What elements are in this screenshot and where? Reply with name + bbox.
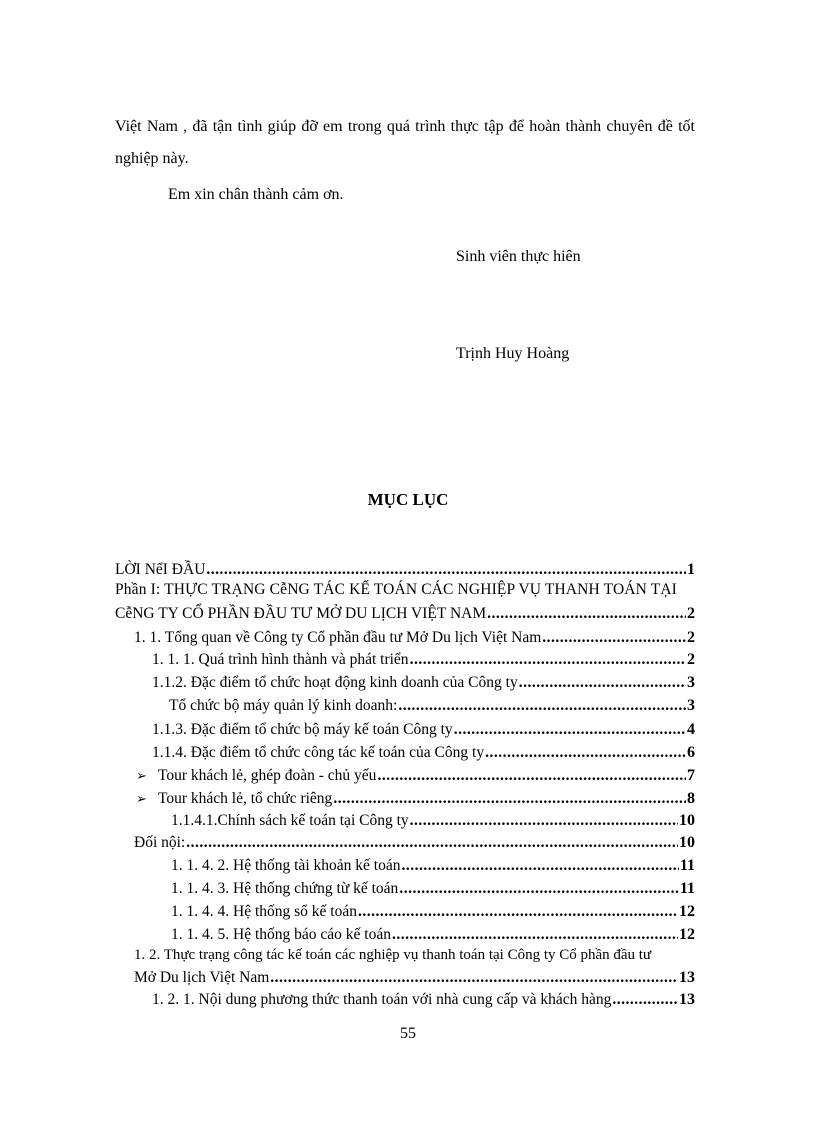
toc-entry-label: 1. 1. 4. 3. Hệ thống chứng từ kế toán [171, 880, 399, 897]
toc-entry [115, 602, 695, 624]
toc-leader-dots [485, 743, 686, 763]
toc-entry-page: 10 [679, 834, 695, 851]
toc-entry [152, 988, 695, 1010]
toc-leader-dots [454, 720, 686, 740]
signature-name: Trịnh Huy Hoàng [456, 345, 570, 362]
toc-entry-label: 1. 1. 4. 4. Hệ thống sổ kế toán [171, 903, 357, 920]
toc-entry-label: Mở Du lịch Việt Nam [134, 969, 270, 986]
toc-entry [171, 854, 695, 876]
toc-entry-label: LỜI NểI ĐẦU [115, 561, 206, 578]
toc-entry-page: 8 [687, 790, 695, 807]
toc-entry-page: 4 [687, 721, 695, 738]
toc-entry-label: 1.1.4.1.Chính sách kế toán tại Công ty [171, 812, 409, 829]
toc-entry-label: Tổ chức bộ máy quản lý kinh doanh: [169, 697, 398, 714]
toc-leader-dots [377, 766, 686, 786]
toc-leader-dots [410, 650, 686, 670]
toc-entry-page: 2 [687, 605, 695, 622]
toc-entry-page: 1 [687, 561, 695, 578]
arrow-bullet-icon: ➢ [136, 791, 147, 806]
toc-entry-page: 13 [679, 991, 695, 1008]
thanks-line: Em xin chân thành cảm ơn. [168, 186, 344, 203]
toc-entry [169, 694, 695, 716]
toc-leader-dots [519, 673, 686, 693]
toc-entry-page: 10 [679, 812, 695, 829]
toc-entry-page: 12 [679, 926, 695, 943]
toc-entry [152, 718, 695, 740]
body-paragraph: Việt Nam , đã tận tình giúp đỡ em trong quá trình thực tập để hoàn thành chuyên đề tốt nghiệp này. [115, 118, 695, 167]
toc-entry-page: 6 [687, 744, 695, 761]
toc-entry-page: 3 [687, 697, 695, 714]
toc-leader-dots [487, 604, 686, 624]
toc-entry-page: 2 [687, 651, 695, 668]
toc-entry-page: 3 [687, 674, 695, 691]
toc-entry-label: 1. 2. 1. Nội dung phương thức thanh toán với nhà cung cấp và khách hàng [152, 991, 612, 1008]
toc-entry [115, 558, 695, 580]
toc-entry [134, 966, 695, 988]
toc-entry-label: 1. 1. 4. 2. Hệ thống tài khoản kế toán [171, 857, 401, 874]
toc-entry-page: 13 [679, 969, 695, 986]
toc-entry-label: 1.1.4. Đặc điểm tổ chức công tác kế toán của Công ty [152, 744, 485, 761]
toc-leader-dots [392, 925, 678, 945]
toc-entry-page: 11 [679, 880, 695, 897]
toc-entry [136, 787, 695, 809]
signature-role: Sinh viên thực hiên [456, 248, 581, 265]
toc-leader-dots [270, 968, 678, 988]
toc-entry-label: Đối nội: [134, 834, 186, 851]
toc-entry [134, 831, 695, 853]
toc-entry-label: 1. 1. 4. 5. Hệ thống báo cáo kế toán [171, 926, 391, 943]
toc-entry [171, 877, 695, 899]
toc-entry-label: 1. 2. Thực trạng công tác kế toán các nghiệp vụ thanh toán tại Công ty Cổ phần đầu tư [134, 947, 652, 963]
toc-entry-label: Tour khách lẻ, tổ chức riêng [158, 790, 333, 807]
toc-entry [171, 900, 695, 922]
toc-leader-dots [186, 833, 678, 853]
toc-entry [171, 809, 695, 831]
toc-entry-page: 7 [687, 767, 695, 784]
toc-entry-page: 12 [679, 903, 695, 920]
toc-title: MỤC LỤC [367, 490, 449, 509]
toc-leader-dots [542, 628, 686, 648]
toc-entry-label: CễNG TY CỔ PHẦN ĐẦU TƯ MỞ DU LỊCH VIỆT NAM [115, 605, 487, 622]
toc-leader-dots [399, 879, 679, 899]
toc-leader-dots [398, 696, 686, 716]
toc-entry [134, 626, 695, 648]
toc-entry-page: 11 [679, 857, 695, 874]
page-number: 55 [400, 1025, 416, 1042]
toc-leader-dots [612, 990, 678, 1010]
toc-entry [152, 741, 695, 763]
toc-entry [136, 764, 695, 786]
arrow-bullet-icon: ➢ [136, 768, 147, 783]
toc-leader-dots [401, 856, 678, 876]
toc-leader-dots [358, 902, 678, 922]
toc-entry-label: 1.1.2. Đặc điểm tổ chức hoạt động kinh doanh của Công ty [152, 674, 518, 691]
toc-entry [171, 923, 695, 945]
toc-entry-label: Phần I: THỰC TRẠNG CễNG TÁC KẾ TOÁN CÁC NGHIỆP VỤ THANH TOÁN TẠI [115, 581, 677, 598]
toc-entry-label: 1.1.3. Đặc điểm tổ chức bộ máy kế toán Công ty [152, 721, 453, 738]
toc-entry-page: 2 [687, 629, 695, 646]
toc-entry [152, 671, 695, 693]
toc-entry-label: 1. 1. 1. Quá trình hình thành và phát triển [152, 651, 409, 668]
toc-leader-dots [206, 560, 686, 580]
toc-entry-label: Tour khách lẻ, ghép đoàn - chủ yếu [158, 767, 377, 784]
toc-entry [152, 648, 695, 670]
toc-entry-label: 1. 1. Tổng quan về Công ty Cổ phần đầu tư Mở Du lịch Việt Nam [134, 629, 542, 646]
toc-leader-dots [410, 811, 678, 831]
toc-leader-dots [333, 789, 686, 809]
